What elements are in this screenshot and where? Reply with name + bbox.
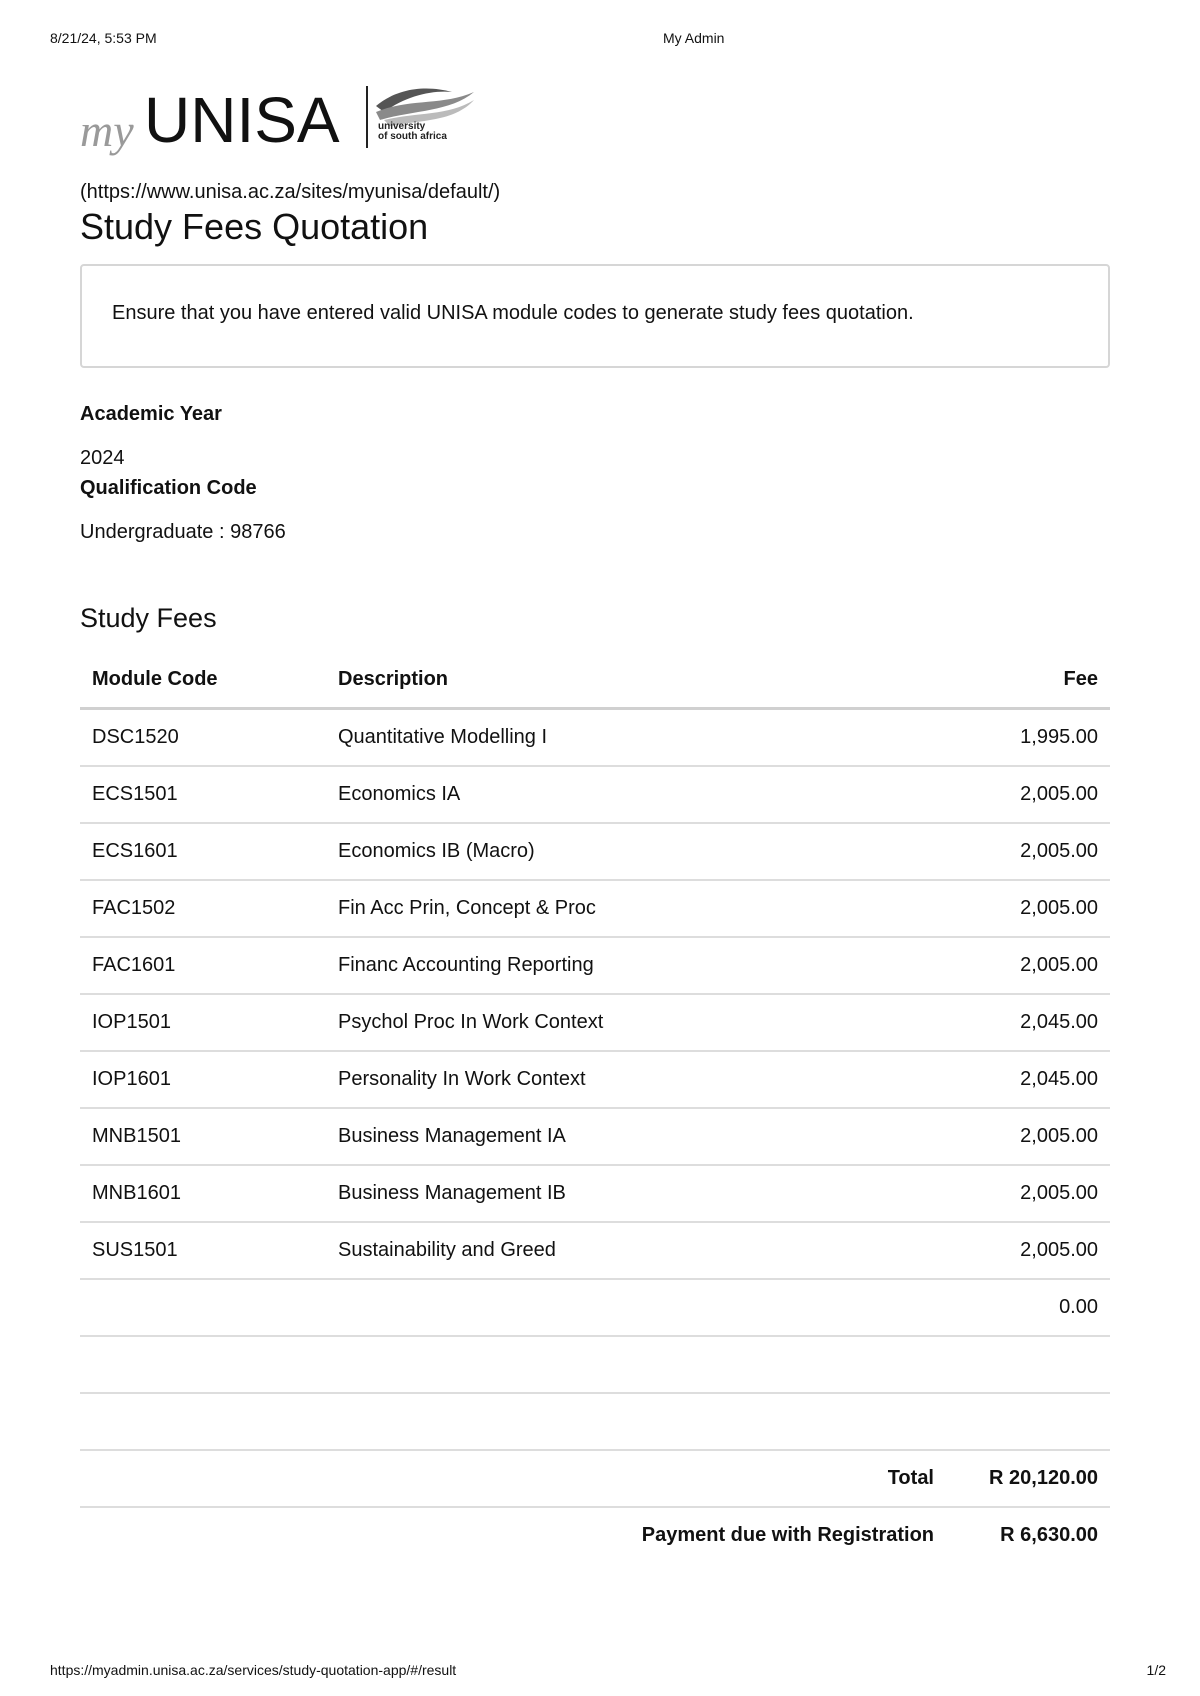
header-fee: Fee: [946, 652, 1110, 709]
description-cell: Financ Accounting Reporting: [326, 937, 946, 994]
module-code-cell: [80, 1279, 326, 1336]
table-row: [80, 937, 1110, 994]
table-header-row: [80, 652, 1110, 709]
table-row: [80, 1222, 1110, 1279]
table-row: [80, 1336, 1110, 1393]
module-code-cell: [80, 1336, 326, 1393]
fee-cell: 2,045.00: [946, 994, 1110, 1051]
print-title: My Admin: [663, 30, 725, 46]
description-cell: Economics IB (Macro): [326, 823, 946, 880]
description-cell: [326, 1279, 946, 1336]
table-row: [80, 1108, 1110, 1165]
module-code-cell: MNB1501: [80, 1108, 326, 1165]
module-code-cell: DSC1520: [80, 709, 326, 767]
fee-cell: 2,005.00: [946, 880, 1110, 937]
table-row: [80, 880, 1110, 937]
header-module-code: Module Code: [80, 652, 326, 709]
description-cell: Fin Acc Prin, Concept & Proc: [326, 880, 946, 937]
module-code-cell: IOP1601: [80, 1051, 326, 1108]
fee-cell: [946, 1336, 1110, 1393]
description-cell: [326, 1336, 946, 1393]
table-row: [80, 1279, 1110, 1336]
module-code-cell: ECS1501: [80, 766, 326, 823]
study-fees-title: Study Fees: [80, 603, 217, 633]
myunisa-logo-graphic: [80, 82, 500, 178]
study-fees-table: [80, 652, 1110, 1563]
logo-link-url[interactable]: (https://www.unisa.ac.za/sites/myunisa/default/): [80, 181, 501, 203]
fee-cell: 2,005.00: [946, 937, 1110, 994]
notice-text: Ensure that you have entered valid UNISA module codes to generate study fees quotation.: [112, 302, 914, 324]
table-row: [80, 1393, 1110, 1450]
fee-cell: 2,045.00: [946, 1051, 1110, 1108]
description-cell: Psychol Proc In Work Context: [326, 994, 946, 1051]
table-row: [80, 709, 1110, 767]
print-footer-url: https://myadmin.unisa.ac.za/services/study-quotation-app/#/result: [50, 1662, 457, 1678]
fee-cell: 2,005.00: [946, 766, 1110, 823]
module-code-cell: SUS1501: [80, 1222, 326, 1279]
table-row: [80, 766, 1110, 823]
table-row: [80, 1051, 1110, 1108]
table-row: [80, 823, 1110, 880]
module-code-cell: FAC1601: [80, 937, 326, 994]
total-value: R 20,120.00: [946, 1450, 1110, 1507]
header-description: Description: [326, 652, 946, 709]
module-code-cell: ECS1601: [80, 823, 326, 880]
module-code-cell: [80, 1393, 326, 1450]
payment-due-label: Payment due with Registration: [641, 1524, 934, 1546]
notice-box: [80, 264, 1110, 368]
total-row: [80, 1450, 1110, 1507]
page-title: Study Fees Quotation: [80, 206, 429, 247]
logo-my: my: [80, 105, 134, 156]
fee-cell: 2,005.00: [946, 1108, 1110, 1165]
fee-cell: 1,995.00: [946, 709, 1110, 767]
description-cell: [326, 1393, 946, 1450]
table-row: [80, 994, 1110, 1051]
fee-cell: 0.00: [946, 1279, 1110, 1336]
description-cell: Economics IA: [326, 766, 946, 823]
module-code-cell: FAC1502: [80, 880, 326, 937]
description-cell: Sustainability and Greed: [326, 1222, 946, 1279]
page-number: 1/2: [1146, 1662, 1166, 1678]
qualification-code-label: Qualification Code: [80, 477, 257, 499]
fee-cell: 2,005.00: [946, 1165, 1110, 1222]
description-cell: Business Management IA: [326, 1108, 946, 1165]
print-date: 8/21/24, 5:53 PM: [50, 30, 157, 46]
main-content: [80, 82, 1110, 1563]
description-cell: Quantitative Modelling I: [326, 709, 946, 767]
description-cell: Personality In Work Context: [326, 1051, 946, 1108]
logo-tagline-line2: of south africa: [378, 131, 447, 142]
print-header: [50, 30, 1166, 50]
payment-due-row: [80, 1507, 1110, 1563]
fee-cell: 2,005.00: [946, 823, 1110, 880]
academic-year-value: 2024: [80, 447, 125, 469]
qualification-code-value: Undergraduate : 98766: [80, 521, 286, 543]
table-row: [80, 1165, 1110, 1222]
description-cell: Business Management IB: [326, 1165, 946, 1222]
fee-cell: 2,005.00: [946, 1222, 1110, 1279]
print-footer: [50, 1662, 1166, 1682]
academic-year-label: Academic Year: [80, 403, 222, 425]
fee-cell: [946, 1393, 1110, 1450]
logo-brand: UNISA: [144, 84, 340, 156]
payment-due-value: R 6,630.00: [1000, 1524, 1098, 1546]
myunisa-logo[interactable]: [80, 82, 500, 178]
total-label: Total: [80, 1450, 946, 1507]
module-code-cell: MNB1601: [80, 1165, 326, 1222]
logo-tagline-line1: university: [378, 121, 426, 132]
module-code-cell: IOP1501: [80, 994, 326, 1051]
